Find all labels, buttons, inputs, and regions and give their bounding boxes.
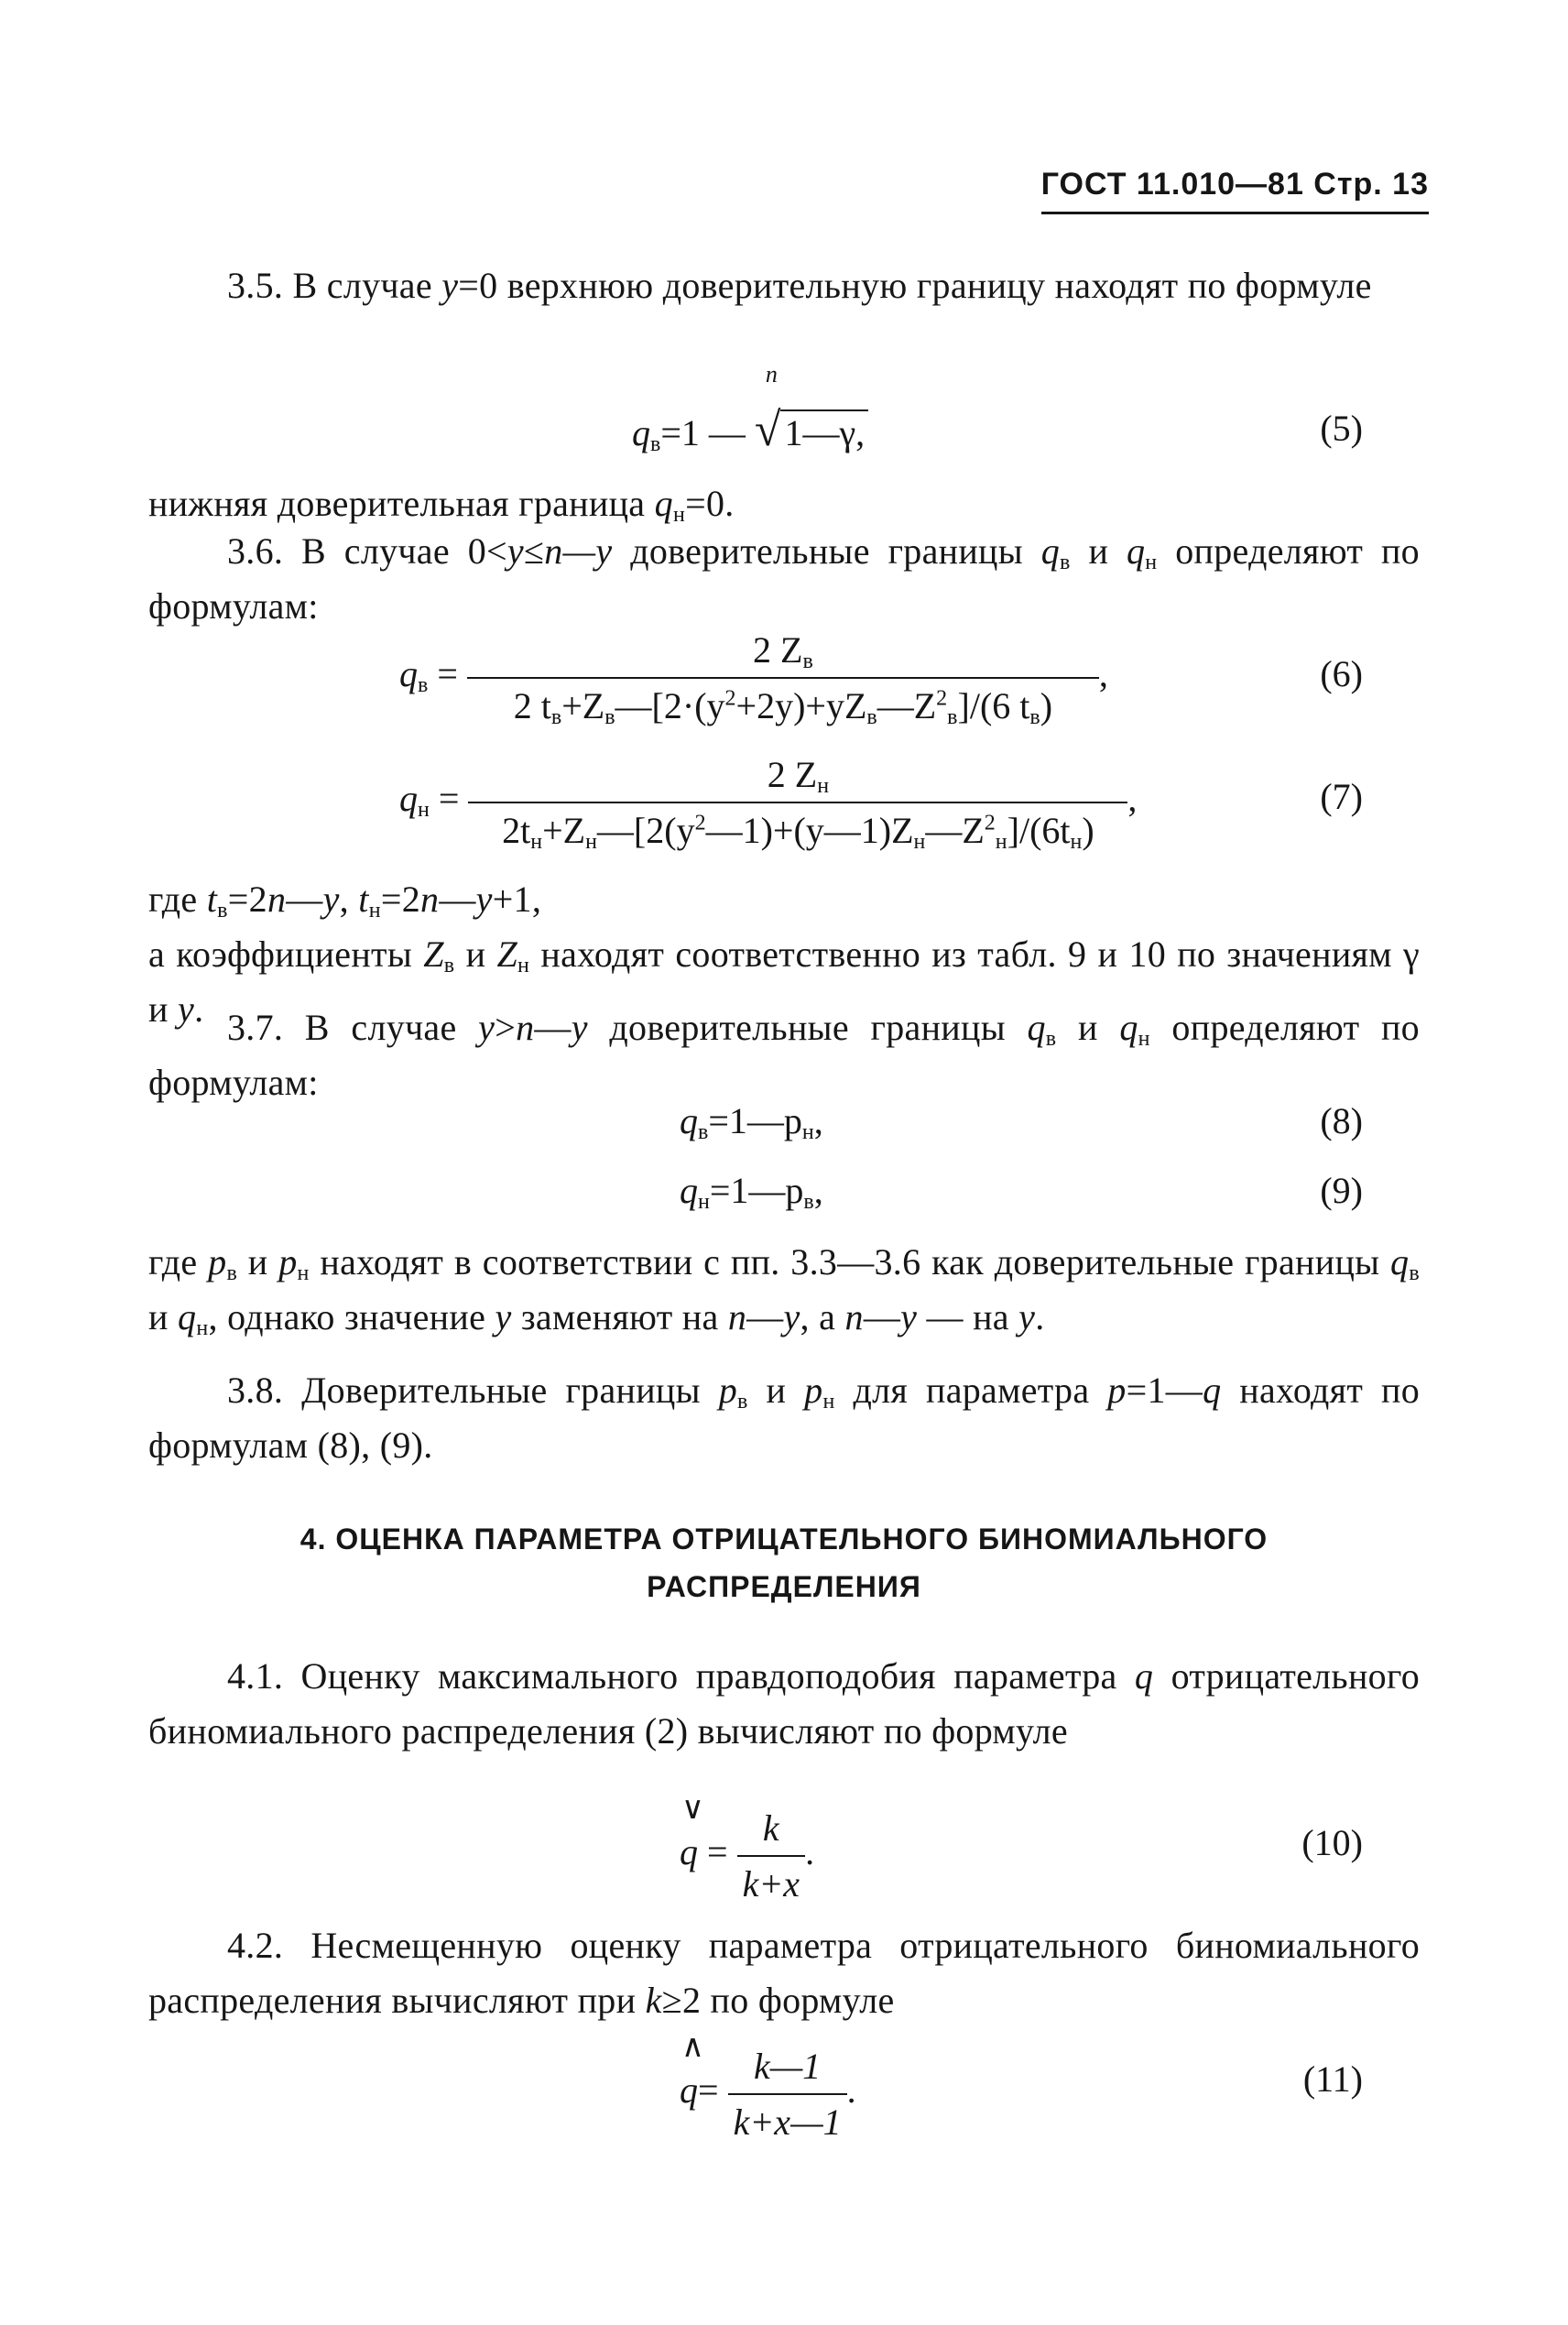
equation-number-6: (6) [1320, 653, 1363, 694]
paragraph-where-t: где $t_в=2n—y$, $t_н=2n—y+1$, а коэффициенты $Z_в$ и $Z_н$ находят соответственно из табл. 9 и 10 по значениям γ и y. [148, 879, 1420, 1030]
equation-number-7: (7) [1320, 776, 1363, 817]
section-heading-4 [148, 1515, 1420, 1610]
paragraph-3-6: 3.6. В случае 0<y≤n—y доверительные границы $q_в$ и $q_н$ определяют по формулам: [148, 530, 1420, 627]
paragraph-3-5: 3.5. В случае y=0 верхнюю доверительную границу находят по формуле [227, 265, 1372, 306]
paragraph-3-8: 3.8. Доверительные границы $p_в$ и $p_н$ для параметра p=1—q находят по формулам (8), (9). [148, 1370, 1420, 1466]
running-header: ГОСТ 11.010—81 Стр. 13 [1041, 167, 1429, 214]
equation-number-5: (5) [1320, 408, 1363, 449]
paragraph-lower-bound: нижняя доверительная граница $q_н=0$. [148, 483, 735, 527]
equation-11: ∧ q= $\frac{k—1}{k+x—1}$ . [680, 2030, 856, 2143]
paragraph-3-7: 3.7. В случае y>n—y доверительные границы $q_в$ и $q_н$ определяют по формулам: [148, 1007, 1420, 1103]
equation-number-10: (10) [1301, 1822, 1363, 1863]
equation-6: $q_в$ = $\frac{2 Z_в}{2 t_в+Z_в—[2\cdot(y^2+2y)+yZ_в—Z^2_в]/(6 t_в)}$ , [399, 629, 1108, 729]
section-heading-line-1: 4. ОЦЕНКА ПАРАМЕТРА ОТРИЦАТЕЛЬНОГО БИНОМИАЛЬНОГО [299, 1523, 1269, 1555]
paragraph-where-p: где $p_в$ и $p_н$ находят в соответствии с пп. 3.3—3.6 как доверительные границы $q_в$ и $q_н$, однако значение y заменяют на n—y, а n—y — на y. [148, 1241, 1420, 1340]
equation-10: ∨ q = $\frac{k}{k+x}$ . [680, 1792, 815, 1905]
equation-5: $q_в=1$ — n √ 1—γ, [632, 403, 868, 457]
equation-8: $q_в=1—p_н$, [680, 1100, 823, 1144]
section-heading-line-2: РАСПРЕДЕЛЕНИЯ [647, 1570, 921, 1603]
equation-number-8: (8) [1320, 1100, 1363, 1141]
equation-9: $q_н=1—p_в$, [680, 1170, 823, 1214]
equation-7: $q_н$ = $\frac{2 Z_н}{2t_н+Z_н—[2(y^2—1)+(y—1)Z_н—Z^2_н]/(6t_н)}$ , [399, 754, 1138, 854]
paragraph-4-1: 4.1. Оценку максимального правдоподобия параметра q отрицательного биномиального распределения (2) вычисляют по формуле [148, 1655, 1420, 1752]
equation-number-9: (9) [1320, 1170, 1363, 1211]
equation-number-11: (11) [1302, 2058, 1363, 2100]
paragraph-4-2: 4.2. Несмещенную оценку параметра отрицательного биномиального распределения вычисляют при k≥2 по формуле [148, 1925, 1420, 2021]
